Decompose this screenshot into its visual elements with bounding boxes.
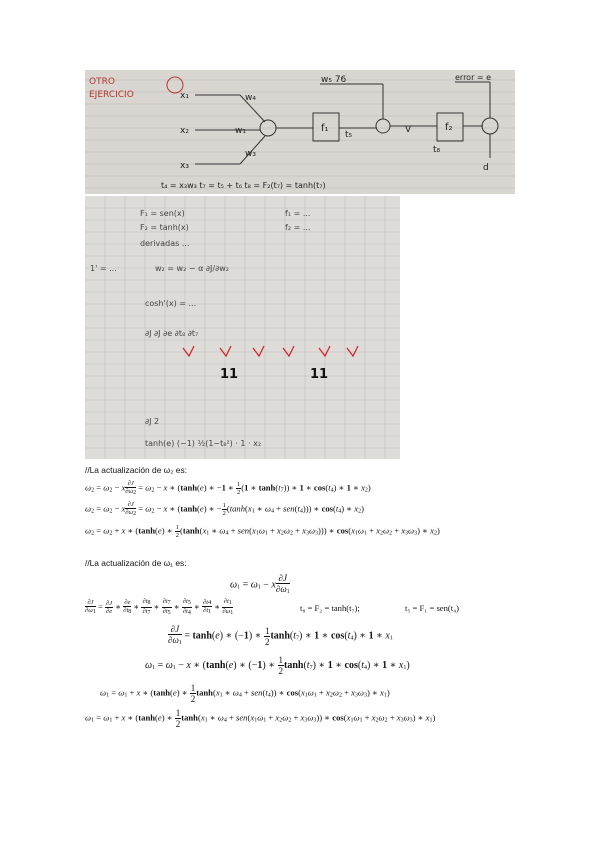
svg-text:f₂ = ...: f₂ = ... bbox=[285, 223, 311, 232]
w2-equation-line2: $\omega_2 = \omega_2 - x$ $\frac{\partial J}{\partial\omega_2}$ = $\omega_2 - x$ ∗ (tanh(e) ∗ − $\frac{1}{2}$ ($\tanh(x_1$ ∗ $\omega_4 + sen(t_4)$)) ∗ $\cos(t_4)$ ∗ $x_2$) bbox=[85, 501, 364, 517]
w1-equation-line1: $\omega_1 = \omega_1 - x$ ∗ (tanh(e) ∗ (−1) ∗ $\frac{1}{2}$ $\tanh(t_7)$ ∗ 1 ∗ $\cos(t_4)$ ∗ 1 ∗ $x_1$) bbox=[145, 655, 410, 676]
svg-text:11: 11 bbox=[220, 367, 239, 382]
notes-photo bbox=[85, 196, 400, 459]
svg-text:x₁: x₁ bbox=[180, 91, 189, 101]
svg-text:w₁: w₁ bbox=[235, 126, 246, 136]
svg-text:t₅: t₅ bbox=[345, 130, 353, 140]
svg-text:F₁ = sen(x): F₁ = sen(x) bbox=[140, 209, 185, 218]
svg-text:w₃: w₃ bbox=[245, 149, 256, 159]
section1-heading: //La actualización de ω₂ es: bbox=[85, 465, 187, 475]
svg-text:f₂: f₂ bbox=[445, 122, 453, 133]
w1-update-rule: $\omega_1 = \omega_1 - x$ $\frac{\partial J}{\partial\omega_1}$ bbox=[230, 573, 290, 595]
section2-heading: //La actualización de ω₁ es: bbox=[85, 558, 187, 568]
svg-text:w₂ = w₂ − α ∂J/∂w₂: w₂ = w₂ − α ∂J/∂w₂ bbox=[155, 264, 229, 273]
side-equation-t8: t₈ = F₂ = tanh(t₇); bbox=[300, 603, 360, 613]
w2-equation-line1: $\omega_2 = \omega_2 - x$ $\frac{\partial J}{\partial\omega_2}$ = $\omega_2 - x$ ∗ (tanh(e) ∗ −1 ∗ $\frac{1}{2}$ (1 ∗ $\tanh(t_7)$) ∗ 1 ∗ $\cos(t_4)$ ∗ 1 ∗ $x_2$) bbox=[85, 480, 371, 496]
svg-text:1' = ...: 1' = ... bbox=[90, 264, 117, 273]
w1-equation-line3: $\omega_1 = \omega_1 + x$ ∗ (tanh(e) ∗ $\frac{1}{2}$ $\tanh(x_1$ ∗ $\omega_4 + sen(x_1\omega_1 + x_2\omega_2 + x_3\omega_3)$) ∗ $\cos(x_1\omega_1 + x_2\omega_2 + x_3\omega_3)$ ∗ $x_1$) bbox=[85, 708, 436, 729]
svg-text:x₃: x₃ bbox=[180, 161, 189, 171]
svg-text:∂J 2: ∂J 2 bbox=[145, 417, 160, 426]
svg-text:x₂: x₂ bbox=[180, 126, 189, 136]
w2-equation-line3: $\omega_2 = \omega_2 + x$ ∗ (tanh(e) ∗ $\frac{1}{2}$ ($\tanh(x_1$ ∗ $\omega_4 + sen(x_1\omega_1 + x_2\omega_2 + x_3\omega_3)$)) ∗ $\cos(x_1\omega_1 + x_2\omega_2 + x_3\omega_3)$ ∗ $x_2$) bbox=[85, 524, 440, 539]
svg-text:w₄: w₄ bbox=[245, 93, 256, 103]
svg-text:derivadas ...: derivadas ... bbox=[140, 239, 190, 248]
svg-text:tanh(e) (−1) ½(1−t₈²) · 1 · x₂: tanh(e) (−1) ½(1−t₈²) · 1 · x₂ bbox=[145, 439, 262, 448]
svg-text:EJERCICIO: EJERCICIO bbox=[89, 90, 134, 100]
chain-rule-line: $\frac{\partial J}{\partial\omega_1}$ = $\frac{\partial J}{\partial e}$ ∗ $\frac{\partial e}{\partial t_8}$ ∗ $\frac{\partial t_8}{\partial t_7}$ ∗ $\frac{\partial t_7}{\partial t_5}$ ∗ $\frac{\partial t_5}{\partial t_4}$ ∗ $\frac{\partial t4}{\partial t_1}$ ∗ $\frac{\partial t_1}{\partial\omega_1}$ bbox=[85, 598, 234, 616]
svg-text:f₁ = ...: f₁ = ... bbox=[285, 209, 311, 218]
w1-equation-line2: $\omega_1 = \omega_1 + x$ ∗ (tanh(e) ∗ $\frac{1}{2}$ $\tanh(x_1$ ∗ $\omega_4 + sen(t_4)$) ∗ $\cos(x_1\omega_1 + x_2\omega_2 + x_3\omega_3)$ ∗ $x_1$) bbox=[100, 683, 390, 704]
svg-text:F₂ = tanh(x): F₂ = tanh(x) bbox=[140, 223, 189, 232]
svg-text:t₈: t₈ bbox=[433, 145, 441, 155]
svg-text:∂J ∂J ∂e ∂t₈ ∂t₇: ∂J ∂J ∂e ∂t₈ ∂t₇ bbox=[145, 329, 199, 338]
svg-text:OTRO: OTRO bbox=[89, 77, 115, 87]
svg-text:w₅ 76: w₅ 76 bbox=[321, 75, 347, 85]
dJ-dw1-result: $\frac{\partial J}{\partial\omega_1}$ = tanh(e) ∗ (−1) ∗ $\frac{1}{2}$ $\tanh(t_7)$ ∗ 1 ∗ $\cos(t_4)$ ∗ 1 ∗ $x_1$ bbox=[168, 624, 393, 647]
side-equation-t5: t₅ = F₁ = sen(t₄) bbox=[405, 603, 460, 613]
svg-text:V: V bbox=[405, 125, 412, 135]
svg-text:cosh'(x) = ...: cosh'(x) = ... bbox=[145, 299, 197, 308]
svg-text:f₁: f₁ bbox=[321, 123, 329, 134]
svg-text:t₄ = x₃w₃ t₇ = t₅ + t₆: t₄ = x₃w₃ t₇ = t₅ + t₆ t₈ = F₂(t₇) = tanh(t₇) bbox=[161, 181, 326, 190]
svg-text:11: 11 bbox=[310, 367, 329, 382]
diagram-photo bbox=[85, 70, 515, 194]
svg-text:d: d bbox=[483, 163, 489, 173]
svg-text:error = e: error = e bbox=[455, 73, 492, 82]
